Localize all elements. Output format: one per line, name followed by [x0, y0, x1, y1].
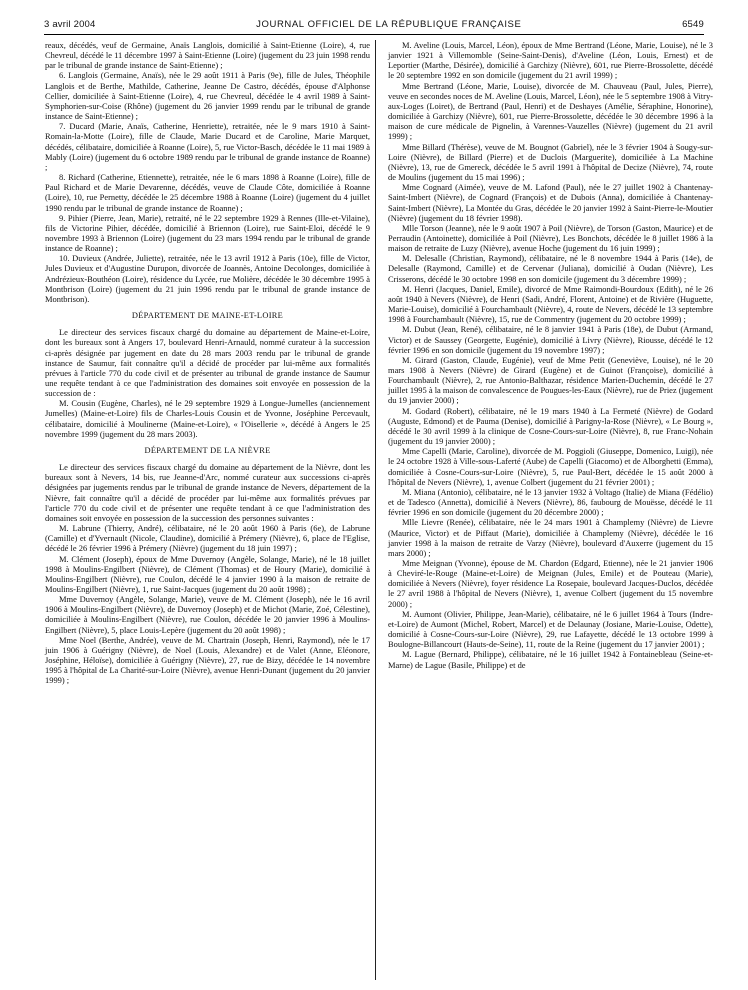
- journal-title: JOURNAL OFFICIEL DE LA RÉPUBLIQUE FRANÇAISE: [256, 18, 522, 30]
- paragraph: Le directeur des services fiscaux chargé du domaine au département de Maine-et-Loire, dont les bureaux sont à Angers 17, boulevard Henri-Arnauld, nommé curateur à la succession ci-après désignée par jugement en date du 28 mars 2003 rendu par le tribunal de grande instance de Saumur, fait connaître qu'il a décidé de procéder par lui-même aux formalités prévues à l'article 770 du code civil et de présenter au tribunal de grande instance de Saumur une requête tendant à ce que l'administration des domaines soit envoyée en possession de la succession de :: [45, 327, 370, 399]
- paragraph: Le directeur des services fiscaux chargé du domaine au département de la Nièvre, dont les bureaux sont à Nevers, 14 bis, rue Jeanne-d'Arc, nommé curateur aux successions ci-après désignées par jugements rendus par le tribunal de grande instance de Nevers, département de la Nièvre, fait connaître qu'il a décidé de procéder par lui-même aux formalités prévues par l'article 770 du code civil et de présenter une requête tendant à ce que l'administration des domaines soit envoyée en possession de la succession des personnes suivantes :: [45, 462, 370, 523]
- paragraph: 10. Duvieux (Andrée, Juliette), retraitée, née le 13 avril 1912 à Paris (10e), fille de Victor, Jules Duvieux et d'Augustine Durupon, divorcée de Joannès, Antoine Decolonges, domiciliée à Andrézieux-Bouthéon (Loire), résidence du Lycée, rue Molière, décédée le 30 décembre 1995 à Montbrison (Loire) (jugement du 21 juin 1996 rendu par le tribunal de grande instance de Montbrison).: [45, 253, 370, 304]
- section-heading: DÉPARTEMENT DE MAINE-ET-LOIRE: [131, 311, 284, 321]
- paragraph: Mme Cognard (Aimée), veuve de M. Lafond (Paul), née le 27 juillet 1902 à Chantenay-Saint-Imbert (Nièvre), de Cognard (François) et de Dubois (Anna), domiciliée à Chantenay-Saint-Imbert (Nièvre), La Montée du Gras, décédée le 20 janvier 1992 à Saint-Pierre-le-Moutier (Nièvre) (jugement du 18 février 1998).: [388, 182, 713, 223]
- paragraph: M. Dubut (Jean, René), célibataire, né le 8 janvier 1941 à Paris (18e), de Dubut (Armand, Victor) et de Saussey (Georgette, Eugénie), domicilié à Livry (Nièvre), Riousse, décédé le 12 février 1996 en son domicile (jugement du 19 novembre 1997) ;: [388, 324, 713, 355]
- page-number: 6549: [682, 18, 704, 30]
- paragraph: Mme Capelli (Marie, Caroline), divorcée de M. Poggioli (Giuseppe, Domenico, Luigi), née le 24 octobre 1928 à Ville-sous-Laferté (Aube) de Capelli (Giacomo) et de Alborghetti (Emma), domiciliée à Cosne-Cours-sur-Loire (Nièvre), 5, rue Paul-Bert, décédée le 15 août 2000 à l'hôpital de Nevers (Nièvre), 1, avenue Colbert (jugement du 21 février 2001) ;: [388, 446, 713, 487]
- column-divider: [375, 40, 376, 980]
- section-heading: DÉPARTEMENT DE LA NIÈVRE: [144, 445, 271, 455]
- paragraph: reaux, décédés, veuf de Germaine, Anaïs Langlois, domicilié à Saint-Etienne (Loire), 4, rue Chevreul, décédé le 11 décembre 1997 à Saint-Etienne (Loire) (jugement du 23 juin 1998 rendu par le tribunal de grande instance de Saint-Etienne) ;: [45, 40, 370, 71]
- paragraph: M. Girard (Gaston, Claude, Eugénie), veuf de Mme Petit (Geneviève, Louise), né le 20 mars 1908 à Nevers (Nièvre) de Girard (Eugène) et de Guinot (Françoise), domicilié à Fourchambault (Nièvre), 2, rue Antonio-Balthazar, résidence Marien-Duchemin, décédé le 27 juillet 1995 à la maison de convalescence de Pougues-les-Eaux (Nièvre), rue de Priez (jugement du 19 janvier 2000) ;: [388, 354, 713, 406]
- paragraph: M. Godard (Robert), célibataire, né le 19 mars 1940 à La Fermeté (Nièvre) de Godard (Auguste, Edmond) et de Pauma (Denise), domicilié à Parigny-la-Rose (Nièvre), « Le Bourg », décédé le 30 avril 1999 à la clinique de Cosne-Cours-sur-Loire (Nièvre), 8, rue Franc-Nohain (jugement du 19 janvier 2000) ;: [388, 405, 713, 447]
- paragraph: M. Miana (Antonio), célibataire, né le 13 janvier 1932 à Voltago (Italie) de Miana (Fédélio) et de Tadesco (Annetta), domicilié à Nevers (Nièvre), 86, faubourg de Mouësse, décédé le 11 février 1996 en son domicile (jugement du 20 décembre 2000) ;: [388, 486, 713, 518]
- paragraph: M. Lague (Bernard, Philippe), célibataire, né le 16 juillet 1942 à Fontainebleau (Seine-et-Marne) de Lague (Basile, Philippe) et de: [388, 649, 713, 670]
- paragraph: Mme Bertrand (Léone, Marie, Louise), divorcée de M. Chauveau (Paul, Jules, Pierre), veuve en secondes noces de M. Aveline (Louis, Marcel, Léon), née le 5 septembre 1908 à Vitry-aux-Loges (Loiret), de Bertrand (Paul, Henri) et de Deshayes (Amélie, Séraphine, Honorine), domiciliée à Garchizy (Nièvre), 601, rue Pierre-Brossolette, décédée le 30 décembre 1996 à la maison de cure médicale de Pignelin, à Varennes-Vauzelles (Nièvre) (jugement du 21 avril 1999) ;: [388, 80, 713, 142]
- paragraph: Mme Billard (Thérèse), veuve de M. Bougnot (Gabriel), née le 3 février 1904 à Sougy-sur-Loire (Nièvre), de Billard (Pierre) et de Duclois (Marguerite), domiciliée à La Machine (Nièvre), 13, rue de Gmereck, décédée le 5 avril 1991 à l'hôpital de Decize (Nièvre), 74, route de Moulins (jugement du 15 mai 1996) ;: [388, 141, 713, 183]
- paragraph: 9. Pihier (Pierre, Jean, Marie), retraité, né le 22 septembre 1929 à Rennes (Ille-et-Vilaine), fils de Victorine Pihier, décédée, domicilié à Briennon (Loire), rue Saint-Eloi, décédé le 9 novembre 1993 à Briennon (Loire) (jugement du 23 mars 1994 rendu par le tribunal de grande instance de Roanne) ;: [45, 212, 370, 254]
- paragraph: M. Clément (Joseph), époux de Mme Duvernoy (Angèle, Solange, Marie), né le 18 juillet 1998 à Moulins-Engilbert (Nièvre), de Clément (Thomas) et de Houry (Marie), domicilié à Moulins-Engilbert (Nièvre), rue Coulon, décédé le 4 janvier 1990 à la maison de retraite de Moulins-Engilbert (Nièvre), 1, rue Saint-Jacques (jugement du 20 août 1998) ;: [45, 553, 370, 594]
- paragraph: M. Henri (Jacques, Daniel, Emile), divorcé de Mme Raimondi-Bourdoux (Edith), né le 26 août 1940 à Nevers (Nièvre), de Henri (Sadi, André, Florent, Antoine) et de Rivière (Huguette, Marie-Louise), domicilié à Fourchambault (Nièvre), 4, route de Nevers, décédé le 13 septembre 1998 à Fourchambault (Nièvre), 15, rue de Commentry (jugement du 20 octobre 1999) ;: [388, 283, 713, 325]
- right-column: [388, 40, 713, 670]
- paragraph: Mlle Torson (Jeanne), née le 9 août 1907 à Poil (Nièvre), de Torson (Gaston, Maurice) et de Perraudin (Antoinette), domiciliée à Poil (Nièvre), Les Bonchots, décédée le 8 juillet 1986 à la maison de retraite de Luzy (Nièvre), avenue Hoche (jugement du 16 juin 1999) ;: [388, 222, 713, 254]
- page-header: [44, 16, 704, 32]
- paragraph: M. Labrune (Thierry, André), célibataire, né le 20 août 1960 à Paris (6e), de Labrune (Camille) et d'Yvernault (Nicole, Claudine), domicilié à Prémery (Nièvre), 6, place de l'Eglise, décédé le 26 février 1996 à Prémery (Nièvre) (jugement du 18 juin 1997) ;: [45, 523, 370, 554]
- paragraph: M. Cousin (Eugène, Charles), né le 29 septembre 1929 à Longue-Jumelles (anciennement Jumelles) (Maine-et-Loire) fils de Charles-Louis Cousin et de Yvonne, Joséphine Percevault, célibataire, domicilié à Moulinerne (Maine-et-Loire), « l'Oisellerie », décédé à Angers le 25 novembre 1999 (jugement du 28 mars 2003).: [45, 398, 370, 439]
- paragraph: 6. Langlois (Germaine, Anaïs), née le 29 août 1911 à Paris (9e), fille de Jules, Théophile Langlois et de Berthe, Mathilde, Catherine, Jeanne De Castro, décédés, épouse d'Alphonse Cellier, domiciliée à Saint-Etienne (Loire), 4, rue Chevreul, décédée le 4 avril 1989 à Saint-Symphorien-sur-Coise (Rhône) (jugement du 26 janvier 1999 rendu par le tribunal de grande instance de Saint-Etienne) ;: [45, 70, 370, 122]
- paragraph: Mme Duvernoy (Angèle, Solange, Marie), veuve de M. Clément (Joseph), née le 16 avril 1906 à Moulins-Engilbert (Nièvre), de Duvernoy (Joseph) et de Michot (Marie, Zoé, Célestine), domiciliée à Moulins-Engilbert (Nièvre), rue Coulon, décédée le 20 janvier 1996 à Moulins-Engilbert (Nièvre), 5, place Louis-Lepère (jugement du 20 août 1998) ;: [45, 594, 370, 635]
- paragraph: M. Delesalle (Christian, Raymond), célibataire, né le 8 novembre 1944 à Paris (14e), de Delesalle (Raymond, Camille) et de Cervenar (Juliana), domicilié à Oudan (Nièvre), Les Crisserons, décédé le 30 octobre 1998 en son domicile (jugement du 3 décembre 1999) ;: [388, 253, 713, 284]
- paragraph: 8. Richard (Catherine, Etiennette), retraitée, née le 6 mars 1898 à Roanne (Loire), fille de Paul Richard et de Marie Devarenne, décédés, veuve de Claude Côte, domiciliée à Roanne (Loire), 10, rue Pernetty, décédée le 25 décembre 1988 à Roanne (Loire) (jugement du 4 juillet 1990 rendu par le tribunal de grande instance de Roanne) ;: [45, 172, 370, 213]
- paragraph: M. Aumont (Olivier, Philippe, Jean-Marie), célibataire, né le 6 juillet 1964 à Tours (Indre-et-Loire) de Aumont (Michel, Robert, Marcel) et de Delaunay (Josiane, Marie-Louise, Odette), domicilié à Cosne-Cours-sur-Loire (Nièvre), 29, rue Lafayette, décédé le 13 octobre 1999 à Boulogne-Billancourt (Hauts-de-Seine), 11, route de la Reine (jugement du 17 janvier 2001) ;: [388, 608, 713, 650]
- paragraph: M. Aveline (Louis, Marcel, Léon), époux de Mme Bertrand (Léone, Marie, Louise), né le 3 janvier 1921 à Villemomble (Seine-Saint-Denis), d'Aveline (Léon, Louis, Ernest) et de Leportier (Marthe, Désirée), domicilié à Garchizy (Nièvre), 601, rue Pierre-Brossolette, décédé le 20 septembre 1992 en son domicile (jugement du 21 avril 1999) ;: [388, 40, 713, 81]
- header-date: 3 avril 2004: [44, 18, 96, 30]
- paragraph: Mme Meignan (Yvonne), épouse de M. Chardon (Edgard, Etienne), née le 21 janvier 1906 à Cheviré-le-Rouge (Maine-et-Loire) de Meignan (Jules, Emile) et de Pouteau (Marie), domiciliée à Nevers (Nièvre), foyer résidence La Rosераie, boulevard Jacques-Duclos, décédée le 27 avril 1988 à l'hôpital de Nevers (Nièvre), 1, avenue Colbert (jugement du 15 novembre 2000) ;: [388, 557, 713, 609]
- paragraph: Mme Noel (Berthe, Andrée), veuve de M. Chartrain (Joseph, Henri, Raymond), née le 17 juin 1906 à Guérigny (Nièvre), de Noel (Louis, Alexandre) et de Valet (Anne, Eléonore, Joséphine, Héloïse), domiciliée à Guérigny (Nièvre), 27, rue de Bizy, décédée le 14 novembre 1995 à l'hôpital de La Charité-sur-Loire (Nièvre), avenue Henri-Dunant (jugement du 20 janvier 1999) ;: [45, 634, 370, 686]
- paragraph: 7. Ducard (Marie, Anaïs, Catherine, Henriette), retraitée, née le 9 mars 1910 à Saint-Romain-la-Motte (Loire), fille de Claude, Marie Ducard et de Caroline, Marie Marquet, décédés, célibataire, domiciliée à Roanne (Loire), 5, rue Victor-Basch, décédée le 11 mai 1989 à Mably (Loire) (jugement du 6 octobre 1989 rendu par le tribunal de grande instance de Roanne) ;: [45, 121, 370, 172]
- left-column: [45, 40, 370, 686]
- header-rule: [44, 34, 704, 35]
- paragraph: Mlle Lievre (Renée), célibataire, née le 24 mars 1901 à Champlemy (Nièvre) de Lievre (Maurice, Victor) et de Piffaut (Marie), domiciliée à Champlemy (Nièvre), décédée le 16 janvier 1998 à la maison de retraite de Varzy (Nièvre), boulevard d'Auxerre (jugement du 15 mars 2000) ;: [388, 517, 713, 558]
